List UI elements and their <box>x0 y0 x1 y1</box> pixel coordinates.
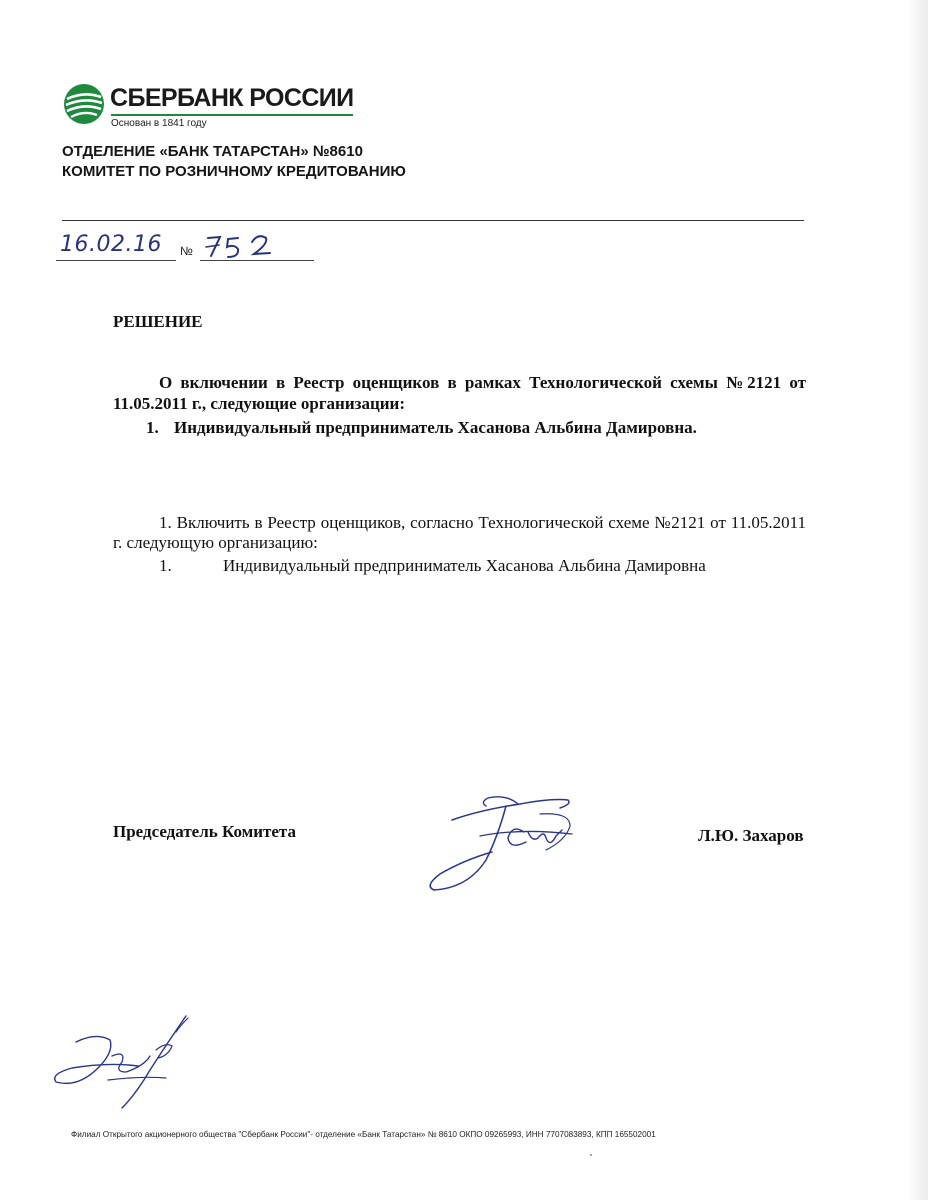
subject-item-number: 1. <box>146 418 159 437</box>
scan-edge-shadow <box>906 0 928 1200</box>
number-sign: № <box>180 244 193 258</box>
bank-name: СБЕРБАНК РОССИИ <box>110 84 354 112</box>
sberbank-logo <box>62 80 362 132</box>
handwritten-number <box>200 230 290 262</box>
department-name: ОТДЕЛЕНИЕ «БАНК ТАТАРСТАН» №8610 <box>62 143 363 160</box>
resolution-item-number: 1. <box>159 556 172 575</box>
logo-tagline: Основан в 1841 году <box>111 118 207 129</box>
decision-subject: О включении в Реестр оценщиков в рамках Технологической схемы №2121 от 11.05.2011 г., следующие организации: <box>113 373 806 413</box>
subject-list-item <box>146 418 697 438</box>
footer-legal-info: Филиал Открытого акционерного общества "Сбербанк России"- отделение «Банк Татарстан» № 8610 ОКПО 09265993, ИНН 7707083893, КПП 165502001 <box>71 1130 656 1139</box>
header-divider <box>62 220 804 221</box>
resolution-paragraph: 1. Включить в Реестр оценщиков, согласно Технологической схеме №2121 от 11.05.2011 г. следующую организацию: <box>113 513 806 552</box>
signatory-name: Л.Ю. Захаров <box>698 826 804 845</box>
signatory-title: Председатель Комитета <box>113 822 296 841</box>
logo-underline <box>111 114 353 116</box>
resolution-item-text: Индивидуальный предприниматель Хасанова Альбина Дамировна <box>223 556 706 575</box>
committee-name: КОМИТЕТ ПО РОЗНИЧНОМУ КРЕДИТОВАНИЮ <box>62 163 406 180</box>
handwritten-date: 16.02.16 <box>60 232 162 257</box>
date-underline <box>56 260 176 261</box>
scan-speck <box>590 1154 592 1156</box>
approval-signature <box>48 1012 198 1112</box>
chairman-signature <box>420 790 580 896</box>
subject-item-text: Индивидуальный предприниматель Хасанова Альбина Дамировна. <box>174 418 697 437</box>
department-header <box>62 142 406 182</box>
registration-block <box>56 228 326 268</box>
sberbank-logo-icon <box>62 82 106 126</box>
resolution-list-item <box>159 556 706 576</box>
document-type: РЕШЕНИЕ <box>113 312 203 331</box>
